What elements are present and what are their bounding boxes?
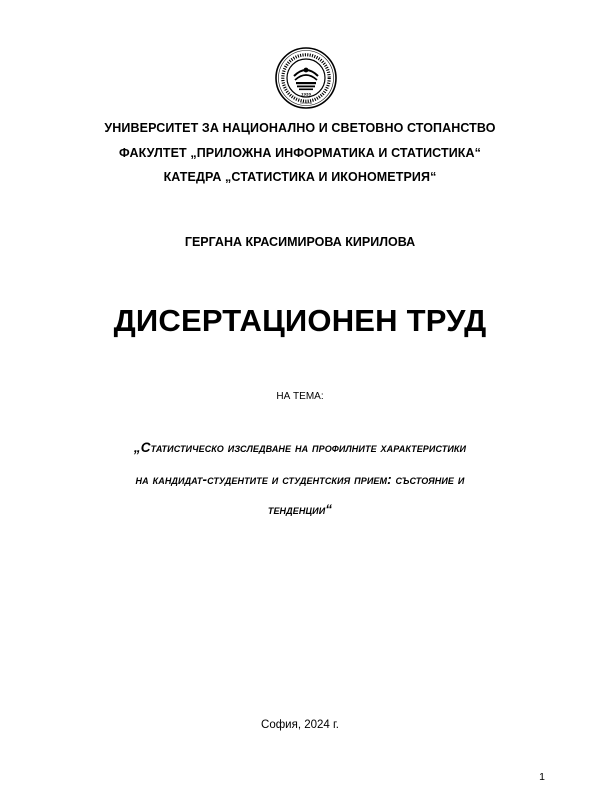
department-name: КАТЕДРА „СТАТИСТИКА И ИКОНОМЕТРИЯ“: [163, 170, 437, 184]
topic-line-3: тенденции“: [267, 502, 333, 517]
faculty-name: ФАКУЛТЕТ „ПРИЛОЖНА ИНФОРМАТИКА И СТАТИСТИКА“: [118, 146, 482, 160]
university-seal-logo: [274, 46, 338, 110]
topic-label: НА ТЕМА:: [276, 391, 324, 402]
topic-line-1: „Статистическо изследване на профилните характеристики: [133, 440, 467, 455]
author-name: ГЕРГАНА КРАСИМИРОВА КИРИЛОВА: [184, 235, 416, 249]
topic-line-2: на кандидат-студентите и студентския прием: състояние и: [135, 472, 465, 487]
seal-year: 1920: [300, 92, 312, 97]
seal-city: СОФИЯ: [300, 101, 312, 106]
place-and-date: София, 2024 г.: [261, 719, 339, 731]
document-title: ДИСЕРТАЦИОНЕН ТРУД: [113, 303, 487, 338]
page-number: 1: [539, 771, 545, 783]
university-name: УНИВЕРСИТЕТ ЗА НАЦИОНАЛНО И СВЕТОВНО СТОПАНСТВО: [104, 121, 496, 135]
